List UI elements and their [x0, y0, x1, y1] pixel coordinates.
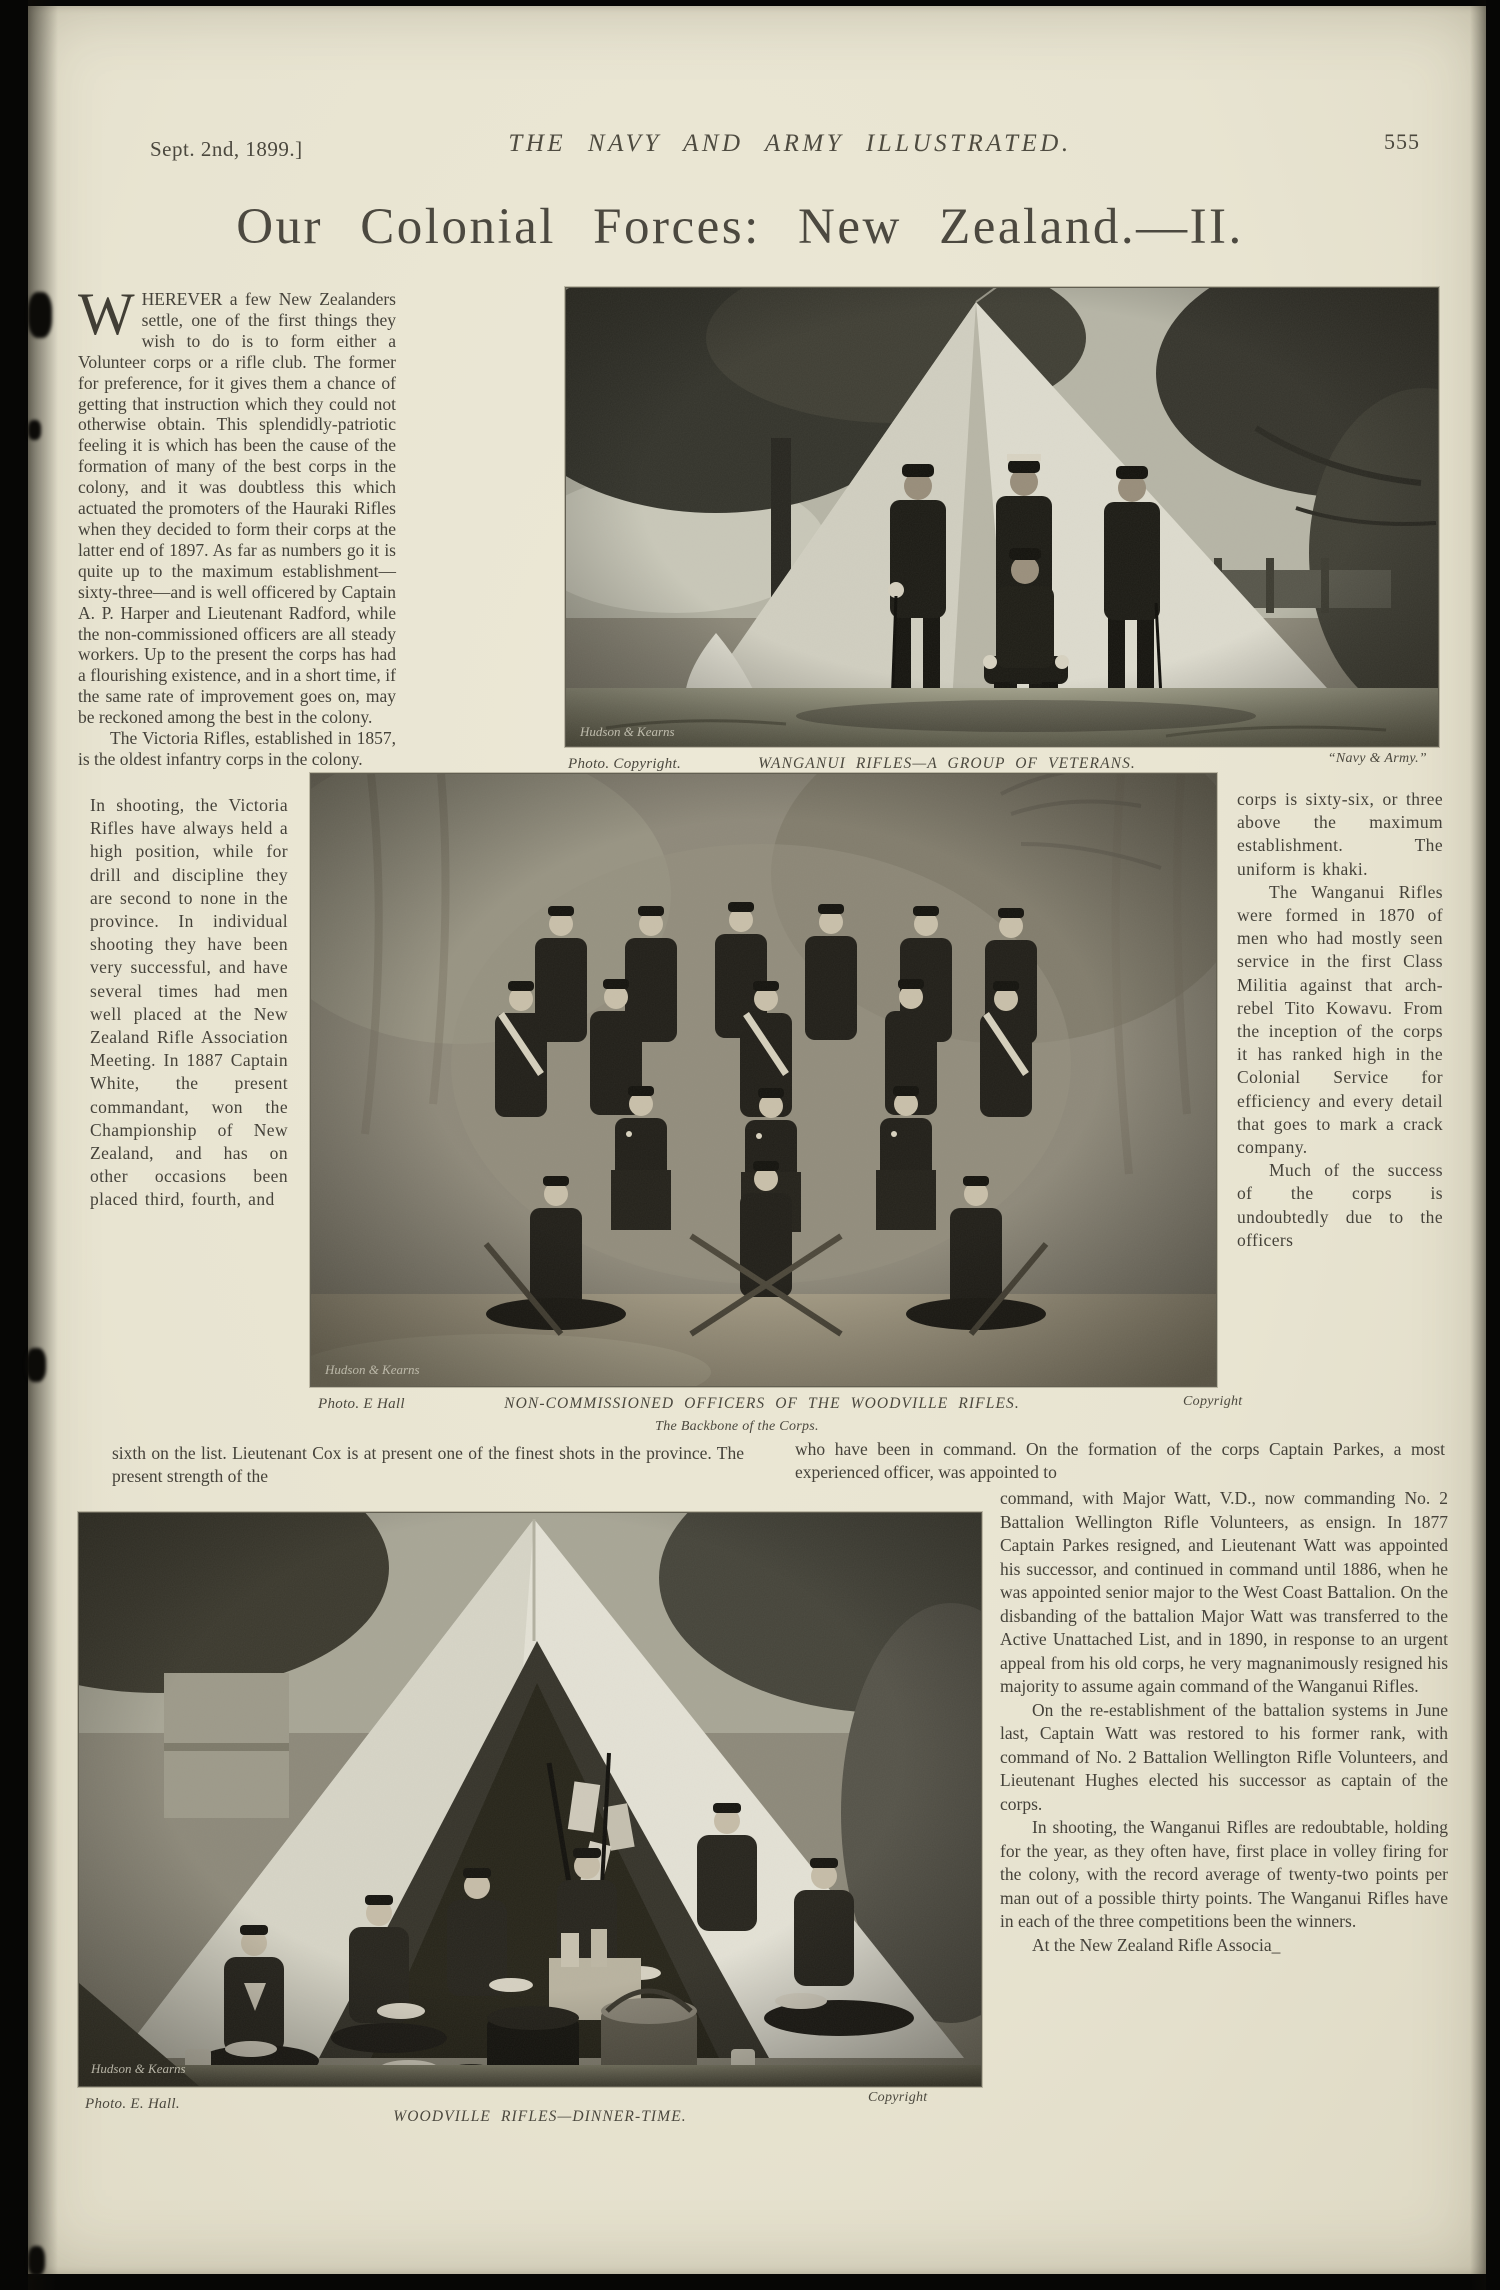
binding-shadow — [28, 0, 58, 2290]
photo1-credit-left: Photo. Copyright. — [568, 756, 682, 772]
paragraph-text: HEREVER a few New Zealanders settle, one of the first things they wish to do is to form either a Volunteer corps or a rifle club. The former for preference, for it gives them a chance of getting that instruction which they could not otherwise obtain. This splendidly-patriotic feeling it is which has been the cause of the formation of many of the best corps in the colony, and it was doubtless this which actuated the promoters of the Hauraki Rifles when they decided to form their corps at the latter end of 1897. As far as numbers go it is quite up to the maximum establishment—sixty-three—and is well officered by Captain A. P. Harper and Lieutenant Radford, while the non-commissioned officers are all steady workers. Up to the present the corps has had a flourishing existence, and in a short time, if the same rate of improvement goes on, may be reckoned among the best in the colony. — [78, 289, 396, 728]
photo3-credit-right: Copyright — [868, 2090, 928, 2105]
photo3-credit-left: Photo. E. Hall. — [85, 2096, 180, 2112]
page-edge-shadow — [1470, 0, 1486, 2290]
continuation-right — [795, 1438, 1445, 1484]
header-journal-title: THE NAVY AND ARMY ILLUSTRATED. — [508, 130, 1072, 157]
photo-woodville-dinner-illustration — [79, 1513, 981, 2086]
photo-watermark: Hudson & Kearns — [580, 724, 675, 739]
header-page-number: 555 — [1384, 129, 1420, 154]
photo2-subcaption: The Backbone of the Corps. — [655, 1419, 819, 1434]
header-date: Sept. 2nd, 1899.] — [150, 137, 303, 161]
scan-smudge — [28, 292, 52, 338]
photo2-credit-right: Copyright — [1183, 1394, 1243, 1409]
paragraph: In shooting, the Wanganui Rifles are redoubtable, holding for the year, as they often have, first place in volley firing for the colony, with the record average of twenty-two points per man out of a possible thirty points. The Wanganui Rifles have in each of the three competitions been the winners. — [1000, 1817, 1448, 1931]
photo-woodville-dinner — [78, 1512, 982, 2087]
photo-wanganui-veterans-illustration — [566, 288, 1438, 746]
continuation-left — [112, 1442, 744, 1488]
photo-watermark: Hudson & Kearns — [91, 2061, 186, 2076]
photo1-credit-right: “Navy & Army.” — [1327, 751, 1427, 766]
closing-column — [1000, 1487, 1448, 1957]
scan-smudge — [28, 420, 41, 440]
paragraph: sixth on the list. Lieutenant Cox is at present one of the finest shots in the province. The present strength of the — [112, 1443, 744, 1486]
paragraph: In shooting, the Victoria Rifles have always held a high position, while for drill and discipline they are second to none in the province. In individual shooting they have been very successful, and have several times had men well placed at the New Zealand Rifle Association Meeting. In 1887 Captain White, the present commandant, won the Championship of New Zealand, and has on other occasions been placed third, fourth, and — [90, 795, 288, 1210]
photo1-caption: WANGANUI RIFLES—A GROUP OF VETERANS. — [758, 755, 1136, 772]
paragraph: who have been in command. On the formation of the corps Captain Parkes, a most experienced officer, was appointed to — [795, 1439, 1445, 1482]
scan-smudge — [26, 1348, 46, 1382]
drop-cap: W — [78, 281, 135, 347]
paragraph: corps is sixty-six, or three above the maximum establishment. The uniform is khaki. — [1237, 789, 1443, 879]
photo-wanganui-veterans — [565, 287, 1439, 747]
paragraph: The Victoria Rifles, established in 1857, is the oldest infantry corps in the colony. — [78, 728, 396, 769]
photo2-credit-left: Photo. E Hall — [318, 1396, 405, 1412]
photo-woodville-ncos-illustration — [311, 774, 1216, 1386]
article-title: Our Colonial Forces: New Zealand.—II. — [236, 199, 1244, 255]
right-narrow-column — [1237, 788, 1443, 1252]
photo-woodville-ncos — [310, 773, 1217, 1387]
photo2-caption: NON-COMMISSIONED OFFICERS OF THE WOODVILLE RIFLES. — [504, 1395, 1020, 1412]
photo3-caption: WOODVILLE RIFLES—DINNER-TIME. — [393, 2108, 687, 2125]
paragraph: The Wanganui Rifles were formed in 1870 of men who had mostly seen service in the first Class Militia against that arch-rebel Tito Kowavu. From the inception of the corps it has ranked high in the Colonial Service for efficiency and every detail that goes to mark a crack company. — [1237, 881, 1443, 1158]
photo-watermark: Hudson & Kearns — [325, 1362, 420, 1377]
paragraph: command, with Major Watt, V.D., now commanding No. 2 Battalion Wellington Rifle Volunteers, as ensign. In 1877 Captain Parkes resigned, and Lieutenant Watt was appointed his successor, and continued in command until 1886, when he was appointed senior major to the West Coast Battalion. On the disbanding of the battalion Major Watt was transferred to the Active Unattached List, and in 1890, in response to an urgent appeal from his old corps, he very magnanimously resigned his majority to assume again command of the Wanganui Rifles. — [1000, 1488, 1448, 1696]
opening-column — [78, 281, 396, 770]
paragraph: At the New Zealand Rifle Associa_ — [1032, 1934, 1281, 1955]
scan-smudge — [28, 2246, 45, 2276]
paragraph: On the re-establishment of the battalion systems in June last, Captain Watt was restored to his former rank, with command of No. 2 Battalion Wellington Rifle Volunteers, and Lieutenant Hughes elected his successor as captain of the corps. — [1000, 1699, 1448, 1814]
left-narrow-column — [90, 794, 288, 1212]
paragraph — [78, 281, 396, 728]
paragraph: Much of the success of the corps is undoubtedly due to the officers — [1237, 1160, 1443, 1250]
